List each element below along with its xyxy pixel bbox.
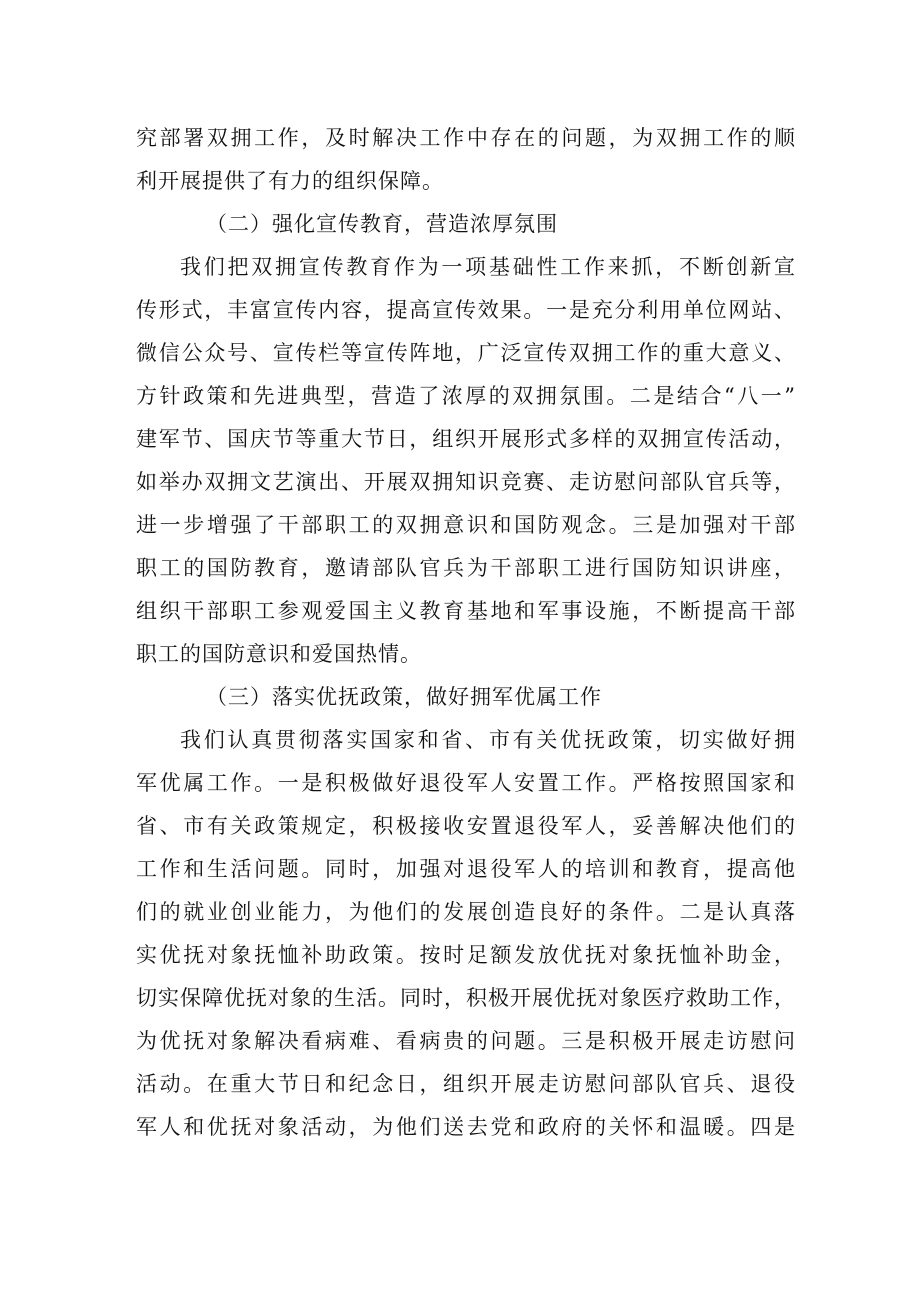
- section-3-line-2: 军优属工作。一是积极做好退役军人安置工作。严格按照国家和: [136, 771, 796, 795]
- section-3-line-6: 实优抚对象抚恤补助政策。按时足额发放优抚对象抚恤补助金，: [136, 943, 796, 967]
- section-2-line-2: 传形式，丰富宣传内容，提高宣传效果。一是充分利用单位网站、: [136, 298, 796, 322]
- section-3-line-8: 为优抚对象解决看病难、看病贵的问题。三是积极开展走访慰问: [136, 1029, 796, 1053]
- section-2-heading: （二）强化宣传教育，营造浓厚氛围: [206, 212, 558, 236]
- section-2-line-7: 进一步增强了干部职工的双拥意识和国防观念。三是加强对干部: [136, 513, 796, 537]
- section-2-line-9: 组织干部职工参观爱国主义教育基地和军事设施，不断提高干部: [136, 599, 796, 623]
- intro-line-2: 利开展提供了有力的组织保障。: [136, 169, 444, 193]
- intro-line-1: 究部署双拥工作，及时解决工作中存在的问题，为双拥工作的顺: [136, 126, 796, 150]
- section-3-line-3: 省、市有关政策规定，积极接收安置退役军人，妥善解决他们的: [136, 814, 796, 838]
- section-3-heading: （三）落实优抚政策，做好拥军优属工作: [206, 685, 602, 709]
- section-3-line-10: 军人和优抚对象活动，为他们送去党和政府的关怀和温暖。四是: [136, 1115, 796, 1139]
- section-3-line-7: 切实保障优抚对象的生活。同时，积极开展优抚对象医疗救助工作，: [136, 986, 796, 1010]
- section-2-line-3: 微信公众号、宣传栏等宣传阵地，广泛宣传双拥工作的重大意义、: [136, 341, 796, 365]
- section-3-line-9: 活动。在重大节日和纪念日，组织开展走访慰问部队官兵、退役: [136, 1072, 796, 1096]
- section-3-line-5: 们的就业创业能力，为他们的发展创造良好的条件。二是认真落: [136, 900, 796, 924]
- section-2-line-5: 建军节、国庆节等重大节日，组织开展形式多样的双拥宣传活动，: [136, 427, 796, 451]
- section-3-line-1: 我们认真贯彻落实国家和省、市有关优抚政策，切实做好拥: [180, 728, 796, 752]
- section-3-line-4: 工作和生活问题。同时，加强对退役军人的培训和教育，提高他: [136, 857, 796, 881]
- section-2-line-10: 职工的国防意识和爱国热情。: [136, 642, 422, 666]
- section-2-line-8: 职工的国防教育，邀请部队官兵为干部职工进行国防知识讲座，: [136, 556, 796, 580]
- section-2-line-4: 方针政策和先进典型，营造了浓厚的双拥氛围。二是结合“八一”: [136, 384, 796, 408]
- section-2-line-1: 我们把双拥宣传教育作为一项基础性工作来抓，不断创新宣: [180, 255, 796, 279]
- section-2-line-6: 如举办双拥文艺演出、开展双拥知识竞赛、走访慰问部队官兵等，: [136, 470, 796, 494]
